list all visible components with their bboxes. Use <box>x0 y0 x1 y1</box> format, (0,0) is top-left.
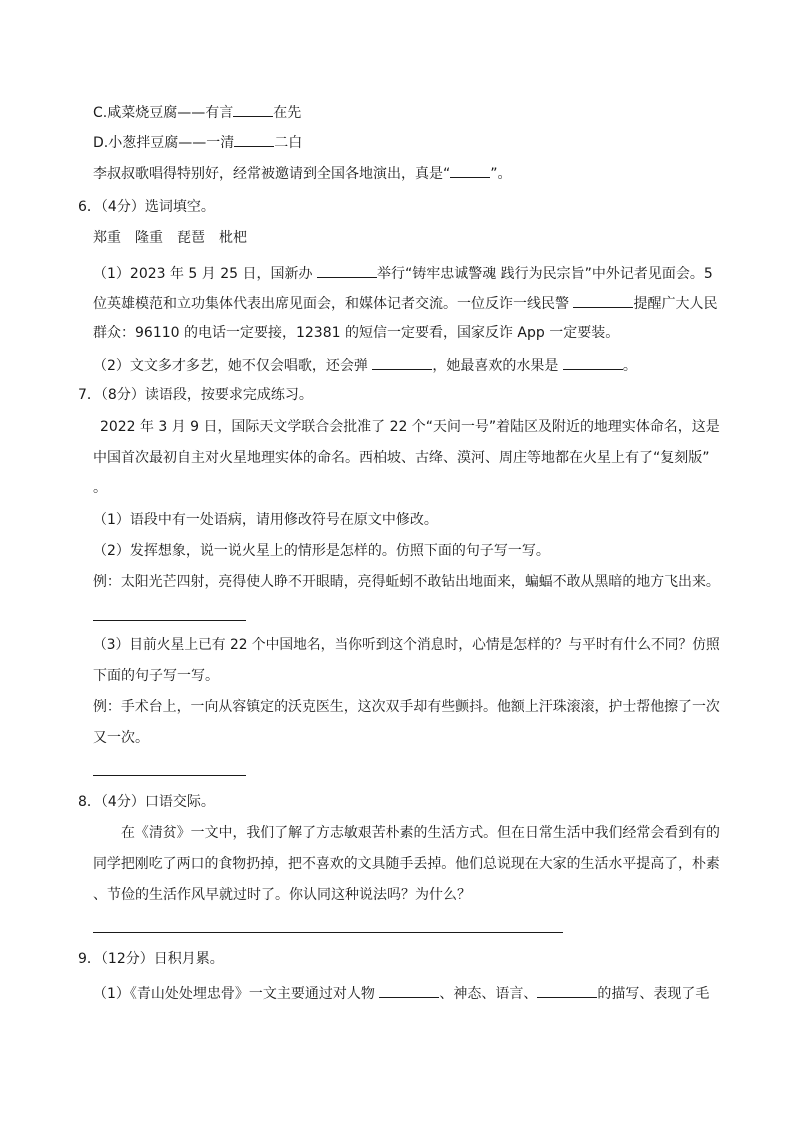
option-c-tail: 在先 <box>273 105 302 121</box>
question-sentence: 李叔叔歌唱得特别好，经常被邀请到全国各地演出，真是“ ”。 <box>93 162 512 184</box>
answer-blank[interactable] <box>317 262 377 278</box>
question-8-title: 8．（4分）口语交际。 <box>78 794 215 810</box>
answer-line[interactable] <box>93 775 246 776</box>
q6-part2: （2）文文多才多艺，她不仅会唱歌，还会弹 ，她最喜欢的水果是 。 <box>93 354 637 376</box>
answer-blank[interactable] <box>563 354 623 370</box>
q8-passage-line1: 在《清贫》一文中，我们了解了方志敏艰苦朴素的生活方式。但在日常生活中我们经常会看到有的 <box>121 825 720 841</box>
q7-passage-line2: 中国首次最初自主对火星地理实体的命名。西柏坡、古绛、漠河、周庄等地都在火星上有了“复刻版” <box>93 450 710 466</box>
q7-part3-line1: （3）目前火星上已有 22 个中国地名，当你听到这个消息时，心情是怎样的？与平时有什么不同？仿照 <box>93 637 720 653</box>
q9-part1: （1）《青山处处埋忠骨》一文主要通过对人物 、神态、语言、 的描写、表现了毛 <box>93 982 709 1004</box>
q7-part2-example: 例：太阳光芒四射，亮得使人睁不开眼睛，亮得蚯蚓不敢钻出地面来，蝙蝠不敢从黑暗的地方飞出来。 <box>93 574 720 590</box>
answer-blank[interactable] <box>537 982 597 998</box>
q6-part1-line1: （1）2023 年 5 月 25 日，国新办 举行“铸牢忠诚警魂 践行为民宗旨”中外记者见面会。5 <box>93 262 713 284</box>
option-c-text: C.咸菜烧豆腐——有言 <box>93 105 234 121</box>
option-d-tail: 二白 <box>274 135 303 151</box>
answer-line[interactable] <box>93 932 563 933</box>
option-c-line <box>93 101 301 123</box>
answer-blank[interactable] <box>234 131 274 147</box>
q7-passage-line1: 2022 年 3 月 9 日，国际天文学联合会批准了 22 个“天问一号”着陆区及附近的地理实体命名，这是 <box>100 419 720 435</box>
q6-part1-line3: 群众：96110 的电话一定要接，12381 的短信一定要看，国家反诈 App 一定要装。 <box>93 325 620 341</box>
question-9-title: 9．（12分）日积月累。 <box>78 951 224 967</box>
answer-blank[interactable] <box>573 292 633 308</box>
answer-blank[interactable] <box>372 354 432 370</box>
q7-part3-example-line1: 例：手术台上，一向从容镇定的沃克医生，这次双手却有些颤抖。他额上汗珠滚滚，护士帮他擦了一次 <box>93 699 720 715</box>
q8-passage-line3: 、节俭的生活作风早就过时了。你认同这种说法吗？为什么？ <box>93 887 471 903</box>
answer-blank[interactable] <box>450 162 490 178</box>
q7-passage-line3: 。 <box>93 480 107 496</box>
option-d-text: D.小葱拌豆腐——一清 <box>93 135 235 151</box>
question-7-title: 7．（8分）读语段，按要求完成练习。 <box>78 387 313 403</box>
q7-part2: （2）发挥想象，说一说火星上的情形是怎样的。仿照下面的句子写一写。 <box>93 543 550 559</box>
q7-part3-line2: 下面的句子写一写。 <box>93 668 219 684</box>
q7-part1: （1）语段中有一处语病，请用修改符号在原文中修改。 <box>93 512 438 528</box>
q8-passage-line2: 同学把刚吃了两口的食物扔掉，把不喜欢的文具随手丢掉。他们总说现在大家的生活水平提高了，朴素 <box>93 856 720 872</box>
option-d-line <box>93 131 302 153</box>
answer-line[interactable] <box>93 620 246 621</box>
q6-part1-line2: 位英雄模范和立功集体代表出席见面会，和媒体记者交流。一位反诈一线民警 提醒广大人民 <box>93 292 717 314</box>
word-bank: 郑重 隆重 琵琶 枇杷 <box>93 230 247 246</box>
answer-blank[interactable] <box>233 101 273 117</box>
question-6-title: 6．（4分）选词填空。 <box>78 199 215 215</box>
answer-blank[interactable] <box>379 982 439 998</box>
q7-part3-example-line2: 又一次。 <box>93 730 149 746</box>
